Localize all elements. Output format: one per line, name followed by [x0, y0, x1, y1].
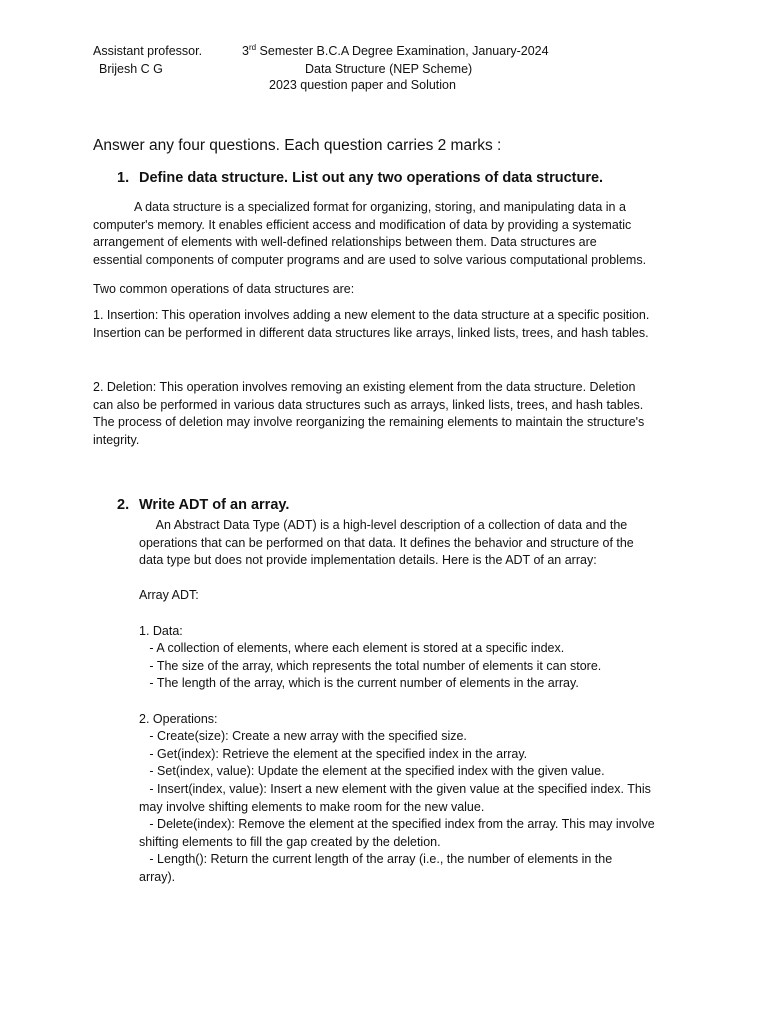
answer-line: arrangement of elements with well-defined relationships between them. Data structures are: [93, 235, 597, 250]
answer-line: 1. Insertion: This operation involves adding a new element to the data structure at a specific position.: [93, 308, 650, 322]
exam-title: [242, 43, 549, 60]
answer-line: shifting elements to fill the gap created by the deletion.: [139, 834, 441, 849]
question-1-number: 1.: [117, 170, 130, 186]
answer-line: can also be performed in various data structures such as arrays, linked lists, trees, and hash tables.: [93, 397, 644, 412]
answer-line: operations that can be performed on that data. It defines the behavior and structure of the: [139, 535, 634, 550]
question-1-title: Define data structure. List out any two operations of data structure.: [139, 170, 604, 186]
answer-line: - Insert(index, value): Insert a new element with the given value at the specified index. This: [139, 781, 651, 796]
q1-operations-intro: [93, 281, 354, 299]
answer-line: - Delete(index): Remove the element at the specified index from the array. This may involve: [139, 817, 655, 832]
answer-line: Array ADT:: [139, 588, 199, 603]
blank-line: [139, 605, 655, 623]
answer-line: - Set(index, value): Update the element at the specified index with the given value.: [139, 764, 605, 779]
author-title: Assistant professor.: [93, 44, 203, 58]
q2-answer-block: [139, 517, 655, 886]
answer-line: computer's memory. It enables efficient access and modification of data by providing a systematic: [93, 217, 632, 232]
answer-line: 2. Operations:: [139, 711, 218, 726]
answer-line: integrity.: [93, 432, 140, 447]
exam-ordinal-suffix: rd: [248, 42, 257, 52]
question-2-title: Write ADT of an array.: [139, 497, 290, 513]
question-1-heading: [117, 170, 603, 186]
answer-line: essential components of computer programs and are used to solve various computational problems.: [93, 252, 647, 267]
exam-ordinal: 3: [242, 44, 249, 58]
answer-line: - The length of the array, which is the current number of elements in the array.: [139, 676, 579, 691]
question-2-heading: [117, 497, 289, 513]
exam-title-text: Semester B.C.A Degree Examination, January-2024: [256, 44, 549, 58]
answer-line: - A collection of elements, where each element is stored at a specific index.: [139, 641, 565, 656]
answer-line: A data structure is a specialized format for organizing, storing, and manipulating data in a: [93, 200, 626, 214]
answer-line: Insertion can be performed in different data structures like arrays, linked lists, trees, and hash tables.: [93, 325, 649, 340]
question-2-number: 2.: [117, 497, 130, 513]
answer-line: 1. Data:: [139, 623, 183, 638]
author-name: Brijesh C G: [99, 62, 163, 76]
q1-insertion-paragraph: [93, 307, 649, 342]
answer-line: The process of deletion may involve reorganizing the remaining elements to maintain the structure's: [93, 415, 645, 430]
answer-line: array).: [139, 869, 176, 884]
answer-line: An Abstract Data Type (ADT) is a high-level description of a collection of data and the: [139, 518, 628, 532]
answer-line: may involve shifting elements to make room for the new value.: [139, 799, 485, 814]
answer-line: - Get(index): Retrieve the element at the specified index in the array.: [139, 746, 528, 761]
answer-line: - Length(): Return the current length of the array (i.e., the number of elements in the: [139, 852, 613, 867]
q1-deletion-paragraph: [93, 379, 644, 449]
answer-line: Two common operations of data structures are:: [93, 282, 355, 296]
subject-title: Data Structure (NEP Scheme): [305, 62, 473, 76]
answer-line: - Create(size): Create a new array with the specified size.: [139, 729, 467, 744]
answer-line: 2. Deletion: This operation involves removing an existing element from the data structure. Deletion: [93, 380, 636, 394]
instruction-text: Answer any four questions. Each question carries 2 marks :: [93, 137, 502, 154]
paper-title: 2023 question paper and Solution: [269, 78, 456, 92]
q1-answer-paragraph: [93, 199, 646, 269]
answer-line: data type but does not provide implementation details. Here is the ADT of an array:: [139, 553, 597, 568]
blank-line: [139, 693, 655, 711]
answer-line: - The size of the array, which represents the total number of elements it can store.: [139, 658, 602, 673]
blank-line: [139, 570, 655, 588]
